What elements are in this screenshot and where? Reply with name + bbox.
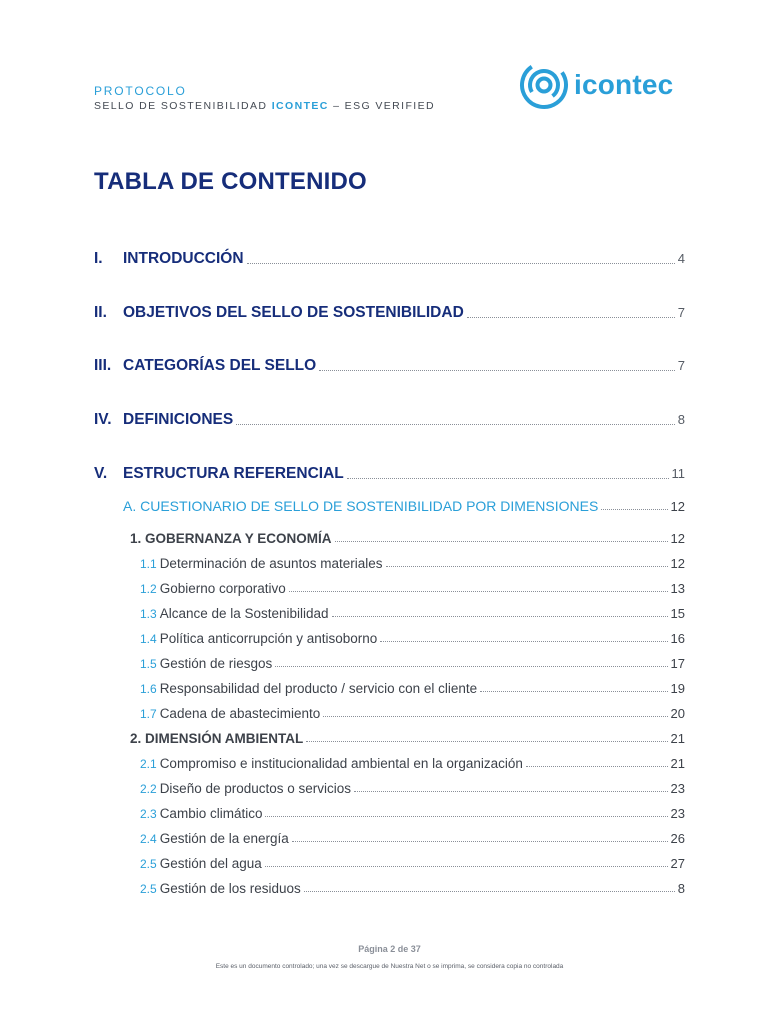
toc-page-number: 26 — [670, 831, 685, 846]
toc-item-entry[interactable] — [140, 631, 685, 646]
toc-subsection-entry[interactable] — [123, 498, 685, 514]
dot-leader — [332, 615, 668, 617]
toc-page-number: 12 — [670, 556, 685, 571]
toc-item-entry[interactable] — [140, 806, 685, 821]
dot-leader — [335, 540, 668, 542]
header-subtitle-accent: ICONTEC — [271, 100, 329, 112]
toc-item-entry[interactable] — [140, 781, 685, 796]
toc-page-number: 12 — [670, 499, 685, 514]
dot-leader — [386, 565, 668, 567]
toc-section-number: I. — [94, 250, 103, 267]
dot-leader — [265, 865, 668, 867]
icontec-logo-icon — [519, 60, 569, 110]
icontec-logo — [519, 60, 673, 110]
toc-page-number: 27 — [670, 856, 685, 871]
dot-leader — [347, 477, 669, 479]
toc-item-label: Gestión del agua — [159, 856, 262, 871]
dot-leader — [480, 690, 667, 692]
icontec-logo-text: icontec — [574, 69, 674, 100]
toc-group-label: 1. GOBERNANZA Y ECONOMÍA — [130, 531, 332, 546]
toc-section-number: V. — [94, 465, 108, 482]
toc-page-number: 17 — [670, 656, 685, 671]
dot-leader — [354, 790, 667, 792]
dot-leader — [247, 262, 675, 264]
dot-leader — [275, 665, 667, 667]
dot-leader — [304, 890, 675, 892]
toc-item-number: 1.3 — [140, 607, 157, 621]
toc-item-entry[interactable] — [140, 606, 685, 621]
toc-section-entry[interactable] — [94, 465, 685, 483]
toc-item-entry[interactable] — [140, 706, 685, 721]
toc-page-number: 19 — [670, 681, 685, 696]
toc-group-entry[interactable] — [130, 731, 685, 746]
dot-leader — [306, 740, 667, 742]
toc-item-label: Diseño de productos o servicios — [159, 781, 352, 796]
toc-item-label: Cadena de abastecimiento — [159, 706, 321, 721]
toc-item-number: 2.4 — [140, 832, 157, 846]
page-title: TABLA DE CONTENIDO — [94, 168, 367, 195]
toc-item-number: 2.5 — [140, 882, 157, 896]
toc-group-entry[interactable] — [130, 531, 685, 546]
toc-item-number: 1.2 — [140, 582, 157, 596]
toc-item-label: Gestión de riesgos — [159, 656, 273, 671]
header-subtitle — [94, 99, 435, 113]
toc-section-entry[interactable] — [94, 304, 685, 322]
toc-item-label: Gestión de la energía — [159, 831, 289, 846]
dot-leader — [236, 423, 675, 425]
dot-leader — [319, 369, 675, 371]
toc-item-entry[interactable] — [140, 581, 685, 596]
dot-leader — [380, 640, 667, 642]
toc-page-number: 21 — [670, 731, 685, 746]
toc-item-label: Cambio climático — [159, 806, 263, 821]
dot-leader — [323, 715, 667, 717]
toc-item-label: Gobierno corporativo — [159, 581, 286, 596]
toc-item-number: 1.1 — [140, 557, 157, 571]
document-header — [94, 83, 435, 113]
toc-item-number: 1.6 — [140, 682, 157, 696]
toc-item-label: Compromiso e institucionalidad ambiental en la organización — [159, 756, 523, 771]
toc-page-number: 7 — [677, 358, 685, 373]
toc-section-number: III. — [94, 357, 112, 374]
toc-item-number: 2.2 — [140, 782, 157, 796]
toc-section-entry[interactable] — [94, 357, 685, 375]
dot-leader — [467, 316, 675, 318]
header-subtitle-suffix: – ESG VERIFIED — [328, 100, 435, 112]
toc-page-number: 12 — [670, 531, 685, 546]
toc-subsection-label: A. CUESTIONARIO DE SELLO DE SOSTENIBILIDAD POR DIMENSIONES — [123, 498, 599, 514]
toc-section-number: II. — [94, 304, 107, 321]
toc-item-label: Alcance de la Sostenibilidad — [159, 606, 329, 621]
toc-page-number: 11 — [671, 466, 685, 481]
toc-section-label: CATEGORÍAS DEL SELLO — [123, 357, 317, 374]
toc-item-entry[interactable] — [140, 881, 685, 896]
footer-page-number: Página 2 de 37 — [358, 944, 421, 954]
toc-item-number: 2.3 — [140, 807, 157, 821]
dot-leader — [292, 840, 668, 842]
toc-page-number: 8 — [677, 412, 685, 427]
toc-section-label: DEFINICIONES — [123, 411, 234, 428]
toc-item-number: 1.7 — [140, 707, 157, 721]
toc-item-number: 2.5 — [140, 857, 157, 871]
toc-page-number: 21 — [670, 756, 685, 771]
dot-leader — [526, 765, 668, 767]
dot-leader — [601, 508, 667, 510]
toc-page-number: 16 — [670, 631, 685, 646]
toc-section-entry[interactable] — [94, 250, 685, 268]
footer-controlled-note: Este es un documento controlado; una vez se descargue de Nuestra Net o se imprima, se considera copia no controlada — [215, 963, 564, 970]
toc-section-label: INTRODUCCIÓN — [123, 250, 244, 267]
toc-section-label: OBJETIVOS DEL SELLO DE SOSTENIBILIDAD — [123, 304, 464, 321]
toc-section-label: ESTRUCTURA REFERENCIAL — [123, 465, 344, 482]
toc-item-entry[interactable] — [140, 856, 685, 871]
toc-section-entry[interactable] — [94, 411, 685, 429]
header-subtitle-prefix: SELLO DE SOSTENIBILIDAD — [94, 100, 272, 112]
toc-item-label: Determinación de asuntos materiales — [159, 556, 383, 571]
toc-page-number: 7 — [677, 305, 685, 320]
toc-item-entry[interactable] — [140, 656, 685, 671]
toc-item-entry[interactable] — [140, 556, 685, 571]
header-protocol-label: PROTOCOLO — [94, 84, 187, 98]
toc-page-number: 20 — [670, 706, 685, 721]
toc-page-number: 8 — [677, 881, 685, 896]
toc-item-label: Política anticorrupción y antisoborno — [159, 631, 378, 646]
toc-item-entry[interactable] — [140, 681, 685, 696]
toc-item-label: Responsabilidad del producto / servicio con el cliente — [159, 681, 478, 696]
dot-leader — [289, 590, 668, 592]
toc-group-label: 2. DIMENSIÓN AMBIENTAL — [130, 731, 304, 746]
toc-section-number: IV. — [94, 411, 112, 428]
toc-item-entry[interactable] — [140, 756, 685, 771]
toc-item-number: 1.4 — [140, 632, 157, 646]
toc-page-number: 15 — [670, 606, 685, 621]
toc-item-number: 2.1 — [140, 757, 157, 771]
toc-item-entry[interactable] — [140, 831, 685, 846]
toc-page-number: 23 — [670, 781, 685, 796]
toc-item-number: 1.5 — [140, 657, 157, 671]
toc-page-number: 4 — [677, 251, 685, 266]
toc-page-number: 23 — [670, 806, 685, 821]
toc-page-number: 13 — [670, 581, 685, 596]
dot-leader — [265, 815, 667, 817]
toc-item-label: Gestión de los residuos — [159, 881, 301, 896]
